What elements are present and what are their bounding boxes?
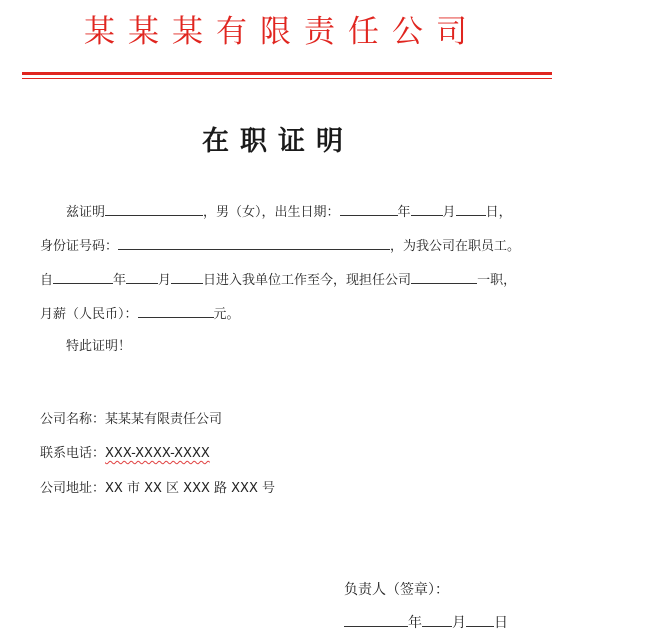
sign-year-blank[interactable] (344, 611, 408, 627)
body-line-4 (40, 304, 240, 324)
company-name-label: 公司名称： (40, 412, 106, 427)
position-statement: 日进入我单位工作至今，现担任公司 (203, 273, 412, 288)
letterhead-rule-thin (22, 78, 552, 79)
body-line-2 (40, 236, 520, 256)
body-line-1 (66, 202, 512, 222)
signature-label: 负责人（签章）： (344, 582, 449, 598)
letterhead-rule-thick (22, 72, 552, 75)
company-letterhead: 某某某有限责任公司 (84, 14, 480, 50)
start-year-blank[interactable] (53, 270, 113, 284)
closing-statement: 特此证明！ (66, 339, 132, 354)
position-suffix: 一职， (477, 273, 517, 288)
sign-day-label: 日 (494, 615, 508, 631)
birth-year-blank[interactable] (340, 202, 398, 216)
sign-day-blank[interactable] (466, 611, 494, 627)
start-year-label: 年 (113, 273, 127, 288)
salary-blank[interactable] (138, 304, 214, 318)
body-line-3 (40, 270, 516, 290)
employee-statement: ，为我公司在职员工。 (390, 239, 521, 254)
sign-month-label: 月 (452, 615, 466, 631)
company-phone-value: XXX-XXXX-XXXX (105, 446, 210, 461)
id-number-label: 身份证号码： (40, 239, 119, 254)
sign-month-blank[interactable] (422, 611, 452, 627)
salary-unit: 元。 (213, 307, 240, 322)
id-number-blank[interactable] (118, 236, 390, 250)
position-blank[interactable] (411, 270, 477, 284)
company-phone-label: 联系电话： (40, 446, 106, 461)
birth-day-blank[interactable] (456, 202, 486, 216)
since-prefix: 自 (40, 273, 54, 288)
birth-day-label: 日， (485, 205, 512, 220)
company-name-row (40, 411, 222, 429)
start-month-blank[interactable] (126, 270, 158, 284)
start-month-label: 月 (158, 273, 172, 288)
company-phone-row (40, 445, 210, 463)
signature-date-row (344, 611, 508, 633)
document-title: 在职证明 (202, 126, 354, 157)
sign-year-label: 年 (408, 615, 422, 631)
salary-label: 月薪（人民币）： (40, 307, 138, 322)
birth-month-blank[interactable] (411, 202, 443, 216)
birth-year-label: 年 (397, 205, 411, 220)
company-name-value: 某某某有限责任公司 (105, 412, 223, 427)
company-address-value: XX 市 XX 区 XXX 路 XXX 号 (105, 481, 275, 496)
company-address-row (40, 480, 275, 498)
gender-birth-label: ，男（女），出生日期： (203, 205, 340, 220)
company-address-label: 公司地址： (40, 481, 106, 496)
birth-month-label: 月 (442, 205, 456, 220)
start-day-blank[interactable] (171, 270, 203, 284)
certify-prefix: 兹证明 (66, 205, 106, 220)
name-blank[interactable] (105, 202, 203, 216)
